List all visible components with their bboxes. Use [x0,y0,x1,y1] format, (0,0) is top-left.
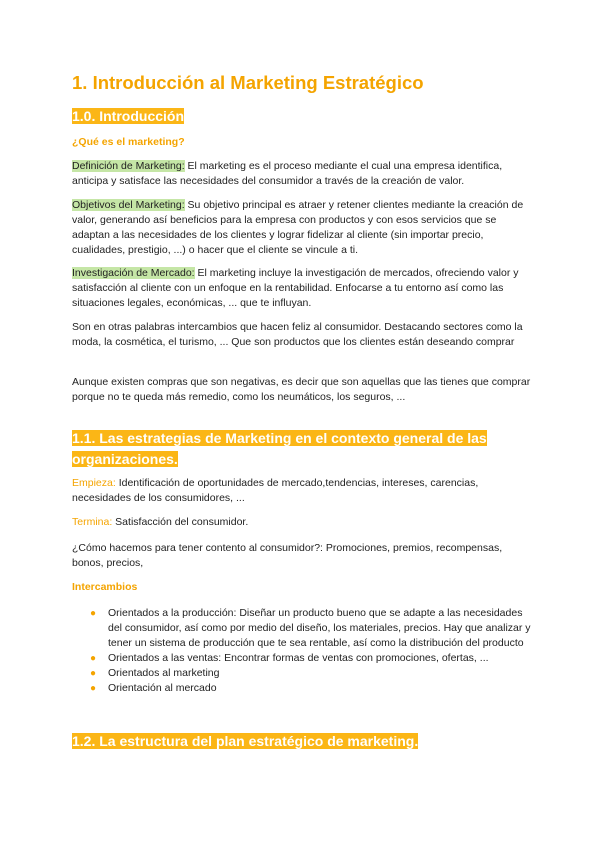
subheading-intercambios: Intercambios [72,581,138,593]
text-objetivos: Su objetivo principal es atraer y retener clientes mediante la creación de valor, generando así beneficios para la empresa con productos y con esos servicios que se adaptan a las necesidades de los clientes y lograr fidelizar al cliente (sin importar precio, cualidades, prestigio, ...) o hacer que el cliente se vincule a ti. [72,199,524,256]
label-empieza: Empieza: [72,477,116,489]
section-heading-1-2-text: 1.2. La estructura del plan estratégico de marketing. [72,733,419,749]
list-item-text: Orientados al marketing [108,667,220,679]
paragraph-compras-negativas: Aunque existen compras que son negativas, es decir que son aquellas que las tienes que comprar porque no te queda más remedio, como los neumáticos, los seguros, ... [72,376,531,403]
section-heading-1-1-line2: organizaciones. [72,451,178,467]
paragraph-como-contento: ¿Cómo hacemos para tener contento al consumidor?: Promociones, premios, recompensas, bonos, precios, [72,542,503,569]
bullet-dot-icon: ● [90,683,97,694]
text-investigacion: El marketing incluye la investigación de mercados, ofreciendo valor y satisfacción al cliente con un enfoque en la rentabilidad. Enfocarse a tu entorno así como las situaciones legales, económicas, ... que te influyan. [72,267,519,309]
list-item [72,606,532,651]
list-item [72,666,532,681]
label-objetivos: Objetivos del Marketing: [72,199,185,211]
subheading-que-es-marketing: ¿Qué es el marketing? [72,136,185,148]
section-heading-1-0-text: 1.0. Introducción [72,108,185,124]
paragraph-empieza [72,476,532,506]
section-heading-1-1-line1: 1.1. Las estrategias de Marketing en el contexto general de las [72,430,487,446]
text-empieza: Identificación de oportunidades de mercado,tendencias, intereses, carencias, necesidades de los consumidores, ... [72,477,479,504]
list-item-text: Orientados a la producción: Diseñar un producto bueno que se adapte a las necesidades del consumidor, así como por medio del diseño, los materiales, precios. Hay que analizar y tener un sistema de producción que te sea rentable, así como la distribución del producto [108,607,531,649]
paragraph-termina [72,515,532,530]
section-heading-1-1 [72,428,487,470]
text-termina: Satisfacción del consumidor. [112,516,249,528]
bullet-list-intercambios [72,606,532,696]
bullet-dot-icon: ● [90,653,97,664]
list-item-text: Orientados a las ventas: Encontrar formas de ventas con promociones, ofertas, ... [108,652,489,664]
list-item-text: Orientación al mercado [108,682,217,694]
bullet-dot-icon: ● [90,668,97,679]
label-termina: Termina: [72,516,113,528]
bullet-dot-icon: ● [90,608,97,619]
section-heading-1-0 [72,106,184,127]
label-investigacion: Investigación de Mercado: [72,267,195,279]
page-title: 1. Introducción al Marketing Estratégico [72,72,424,93]
paragraph-intercambios-felices: Son en otras palabras intercambios que hacen feliz al consumidor. Destacando sectores como la moda, la cosmética, el turismo, ... Que son productos que los clientes están deseando comprar [72,321,523,348]
paragraph-investigacion [72,266,532,311]
list-item [72,651,532,666]
section-heading-1-2 [72,731,418,752]
label-definicion: Definición de Marketing: [72,160,185,172]
paragraph-definicion [72,159,532,189]
text-definicion: El marketing es el proceso mediante el cual una empresa identifica, anticipa y satisface las necesidades del consumidor a través de la creación de valor. [72,160,503,187]
paragraph-objetivos [72,198,532,258]
list-item [72,681,532,696]
